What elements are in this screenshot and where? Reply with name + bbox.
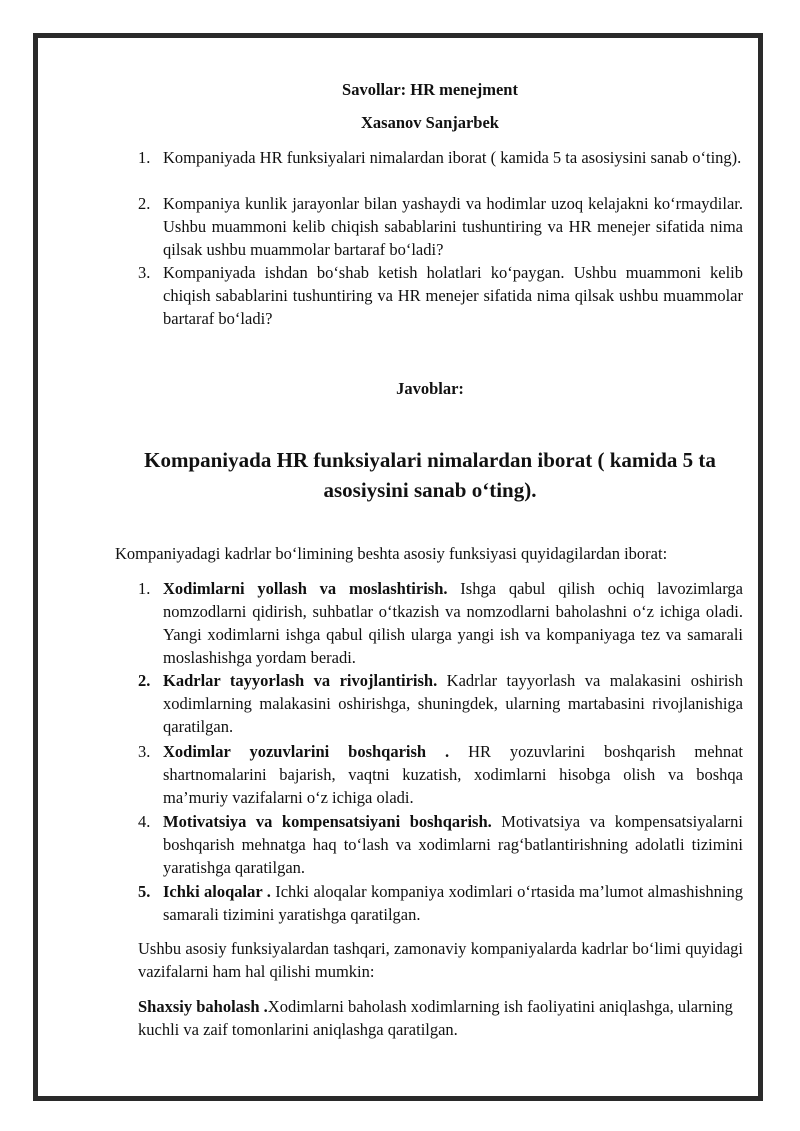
- intro-paragraph: Kompaniyadagi kadrlar bo‘limining beshta asosiy funksiyasi quyidagilardan iborat:: [115, 544, 668, 563]
- function-title: Motivatsiya va kompensatsiyani boshqarish.: [163, 812, 492, 831]
- list-item: [163, 810, 743, 879]
- function-text: Ichki aloqalar kompaniya xodimlari o‘rtasida ma’lumot almashishning samarali tizimini yaratishga qaratilgan.: [163, 882, 743, 924]
- question-number: 3.: [138, 263, 151, 282]
- function-title: Ichki aloqalar .: [163, 882, 271, 901]
- question-text: Kompaniyada HR funksiyalari nimalardan iborat ( kamida 5 ta asosiysini sanab o‘ting).: [163, 148, 742, 167]
- function-number: 2.: [138, 671, 151, 690]
- extra-item-text: Xodimlarni baholash xodimlarning ish faoliyatini aniqlashga, ularning kuchli va zaif tomonlarini aniqlashga qaratilgan.: [138, 997, 733, 1039]
- function-text: Motivatsiya va kompensatsiyalarni boshqarish mehnatga haq to‘lash va xodimlarni rag‘batlantirishning adolatli tizimini yaratishga qaratilgan.: [163, 812, 743, 877]
- section-heading: Kompaniyada HR funksiyalari nimalardan iborat ( kamida 5 ta asosiysini sanab o‘ting).: [144, 448, 716, 502]
- document-title: Savollar: HR menejment: [342, 80, 518, 99]
- question-number: 1.: [138, 148, 151, 167]
- function-number: 3.: [138, 742, 151, 761]
- function-title: Kadrlar tayyorlash va rivojlantirish.: [163, 671, 438, 690]
- extra-paragraph: Ushbu asosiy funksiyalardan tashqari, zamonaviy kompaniyalarda kadrlar bo‘limi quyidagi vazifalarni ham hal qilishi mumkin:: [138, 939, 743, 981]
- author-name: Xasanov Sanjarbek: [361, 113, 499, 132]
- question-text: Kompaniyada ishdan bo‘shab ketish holatlari ko‘paygan. Ushbu muammoni kelib chiqish sabablarini tushuntiring va HR menejer sifatida nima qilsak ushbu muammolar bartaraf bo‘ladi?: [163, 263, 743, 328]
- list-item: [163, 669, 743, 738]
- extra-item: [138, 995, 748, 1041]
- function-title: Xodimlarni yollash va moslashtirish.: [163, 579, 448, 598]
- question-text: Kompaniya kunlik jarayonlar bilan yashaydi va hodimlar uzoq kelajakni ko‘rmaydilar. Ushbu muammoni kelib chiqish sabablarini tushuntiring va HR menejer sifatida nima qilsak ushbu muammolar bartaraf bo‘ladi?: [163, 194, 743, 259]
- list-item: [163, 740, 743, 809]
- function-text: HR yozuvlarini boshqarish mehnat shartnomalarini bajarish, vaqtni kuzatish, xodimlarni hisobga olish va boshqa ma’muriy vazifalarni o‘z ichiga oladi.: [163, 742, 743, 807]
- list-item: [163, 577, 743, 669]
- question-number: 2.: [138, 194, 151, 213]
- list-item: [163, 880, 743, 926]
- answers-label: Javoblar:: [396, 379, 464, 398]
- function-text: Ishga qabul qilish ochiq lavozimlarga nomzodlarni qidirish, suhbatlar o‘tkazish va nomzodlarni baholashni o‘z ichiga oladi. Yangi xodimlarni ishga qabul qilish ularga yangi ish va kompaniyaga tez va samarali moslashishga yordam beradi.: [163, 579, 743, 667]
- function-text: Kadrlar tayyorlash va malakasini oshirish xodimlarning malakasini oshirishga, shuningdek, ularning martabasini rivojlanishiga qaratilgan.: [163, 671, 743, 736]
- function-number: 5.: [138, 882, 151, 901]
- function-title: Xodimlar yozuvlarini boshqarish .: [163, 742, 450, 761]
- extra-item-title: Shaxsiy baholash .: [138, 997, 268, 1016]
- function-number: 4.: [138, 812, 151, 831]
- function-number: 1.: [138, 579, 151, 598]
